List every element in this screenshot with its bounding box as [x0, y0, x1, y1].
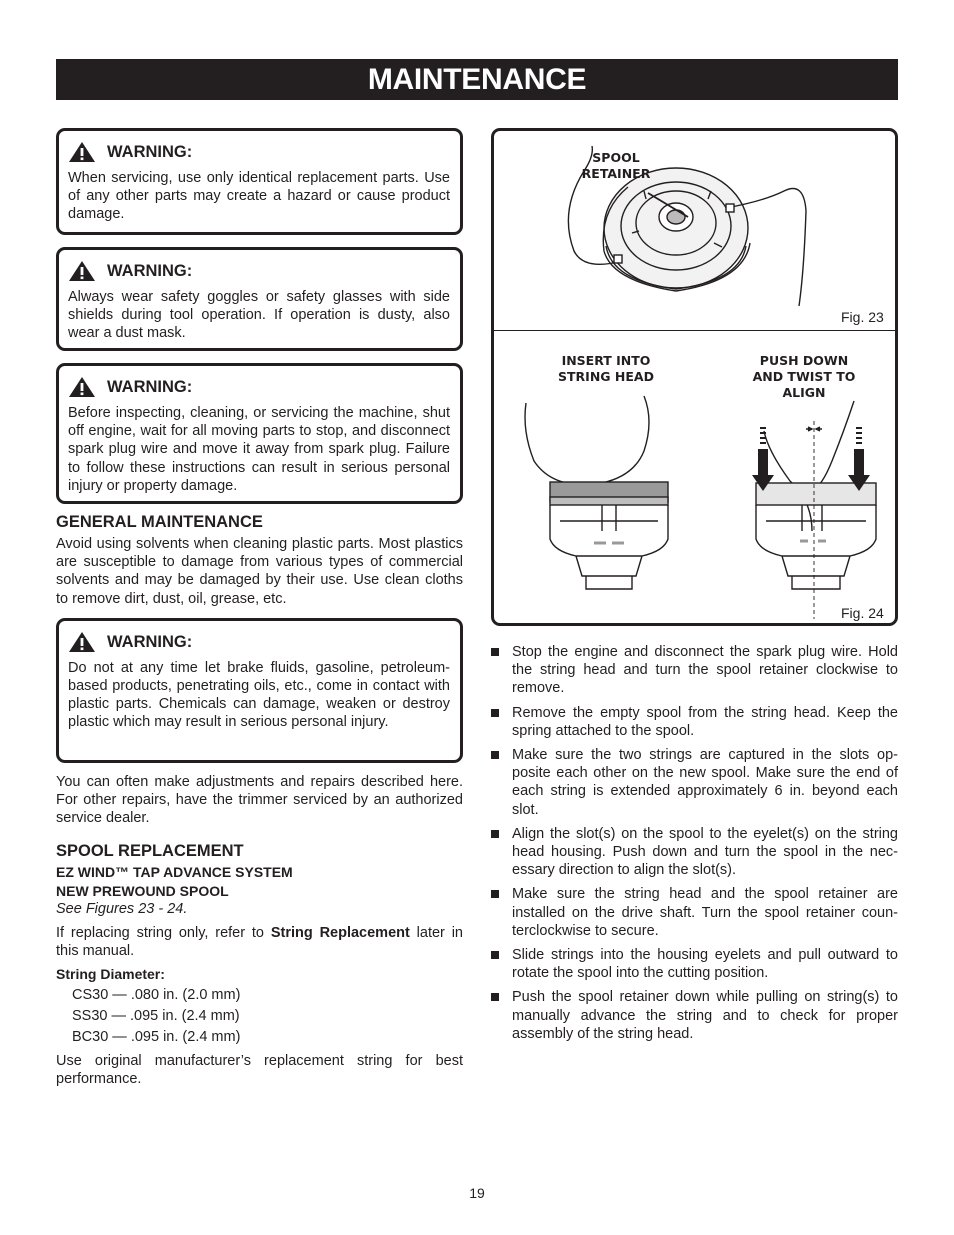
left-column [56, 128, 463, 1088]
warning-text: Always wear safety goggles or safety glasses with side shields during tool operation. If operation is dusty, also wear a dust mask. [68, 289, 450, 342]
string-replacement-ref: String Replacement [270, 924, 410, 941]
push-down-label: PUSH DOWN AND TWIST TO ALIGN [752, 353, 856, 400]
warning-triangle-icon [68, 141, 96, 163]
warning-label: WARNING: [107, 142, 193, 161]
warning-box-replacement-parts [56, 128, 463, 235]
page-title: MAINTENANCE [56, 59, 898, 100]
ez-wind-subheading: EZ WIND™ TAP ADVANCE SYSTEM [56, 864, 293, 881]
general-maintenance-text: Avoid using solvents when cleaning plastic parts. Most plastics are susceptible to damage from various types of commercial solvents and may be damaged by their use. Use clean cloths to remove dirt, dust, oil, grease, etc. [56, 536, 463, 607]
bullet-square-icon [491, 890, 499, 898]
warning-triangle-icon [68, 376, 96, 398]
step-item: Remove the empty spool from the string head. Keep the spring attached to the spool. [491, 704, 898, 740]
step-item: Make sure the two strings are captured in the slots op-posite each other on the new spool. Make sure the end of each string is extended approximately 6 in. beyond each slot. [491, 746, 898, 819]
step-item: Align the slot(s) on the spool to the eyelet(s) on the string head housing. Push down and turn the spool in the nec-essary direction to align the slot(s). [491, 825, 898, 880]
prewound-spool-subheading: NEW PREWOUND SPOOL [56, 882, 229, 899]
warning-text: Before inspecting, cleaning, or servicing the machine, shut off engine, wait for all moving parts to stop, and disconnect spark plug wire and move it away from spark plug. Failure to follow these instructions can result in serious personal injury or property damage. [68, 405, 450, 494]
warning-triangle-icon [68, 260, 96, 282]
warning-text: When servicing, use only identical replacement parts. Use of any other parts may create a hazard or cause product damage. [68, 170, 450, 223]
spool-retainer-label: SPOOL RETAINER [581, 150, 651, 181]
warning-box-plastics [56, 618, 463, 763]
see-figures-note: See Figures 23 - 24. [56, 901, 188, 918]
insert-into-label: INSERT INTO STRING HEAD [558, 353, 654, 384]
bullet-square-icon [491, 709, 499, 717]
page-number: 19 [469, 1185, 485, 1201]
warning-label: WARNING: [107, 377, 193, 396]
warning-label: WARNING: [107, 261, 193, 280]
step-item: Push the spool retainer down while pulling on string(s) to manually advance the string and to check for proper assembly of the string head. [491, 988, 898, 1043]
bullet-square-icon [491, 830, 499, 838]
bullet-square-icon [491, 951, 499, 959]
warning-box-servicing [56, 363, 463, 504]
diameter-item: SS30 — .095 in. (2.4 mm) [72, 1007, 240, 1024]
fig-23-caption: Fig. 23 [841, 309, 884, 325]
right-column [491, 128, 898, 1049]
spool-retainer-illustration [494, 131, 895, 327]
bullet-square-icon [491, 648, 499, 656]
fig-24-caption: Fig. 24 [841, 605, 884, 621]
diameter-item: BC30 — .095 in. (2.4 mm) [72, 1028, 241, 1045]
replace-string-note [56, 924, 463, 960]
bullet-square-icon [491, 751, 499, 759]
replace-note-pre: If replacing string only, refer to [56, 924, 271, 941]
step-item: Stop the engine and disconnect the spark plug wire. Hold the string head and turn the spool retainer clockwise to remove. [491, 643, 898, 698]
spool-replacement-heading: SPOOL REPLACEMENT [56, 842, 244, 861]
spool-replacement-steps [491, 643, 898, 1043]
spool-insert-illustration [494, 391, 895, 621]
diameter-item: CS30 — .080 in. (2.0 mm) [72, 986, 241, 1003]
general-maintenance-heading: GENERAL MAINTENANCE [56, 513, 263, 531]
bullet-square-icon [491, 993, 499, 1001]
figure-divider [494, 330, 895, 331]
string-diameter-label: String Diameter: [56, 966, 165, 983]
replace-note-post: later in this manual. [56, 924, 463, 959]
warning-triangle-icon [68, 631, 96, 653]
use-original-text: Use original manufacturer’s replacement string for best performance. [56, 1052, 463, 1087]
figure-box [491, 128, 898, 626]
step-item: Make sure the string head and the spool retainer are installed on the drive shaft. Turn the spool retainer coun-terclockwise to secure. [491, 885, 898, 940]
step-item: Slide strings into the housing eyelets and pull outward to rotate the spool into the cutting position. [491, 946, 898, 982]
warning-text: Do not at any time let brake fluids, gasoline, petroleum-based products, penetrating oils, etc., come in contact with plastic parts. Chemicals can damage, weaken or destroy plastic which may result in serious personal injury. [68, 659, 450, 731]
adjustments-text: You can often make adjustments and repairs described here. For other repairs, have the trimmer serviced by an authorized service dealer. [56, 773, 463, 827]
warning-label: WARNING: [107, 632, 193, 651]
warning-box-safety-goggles [56, 247, 463, 351]
